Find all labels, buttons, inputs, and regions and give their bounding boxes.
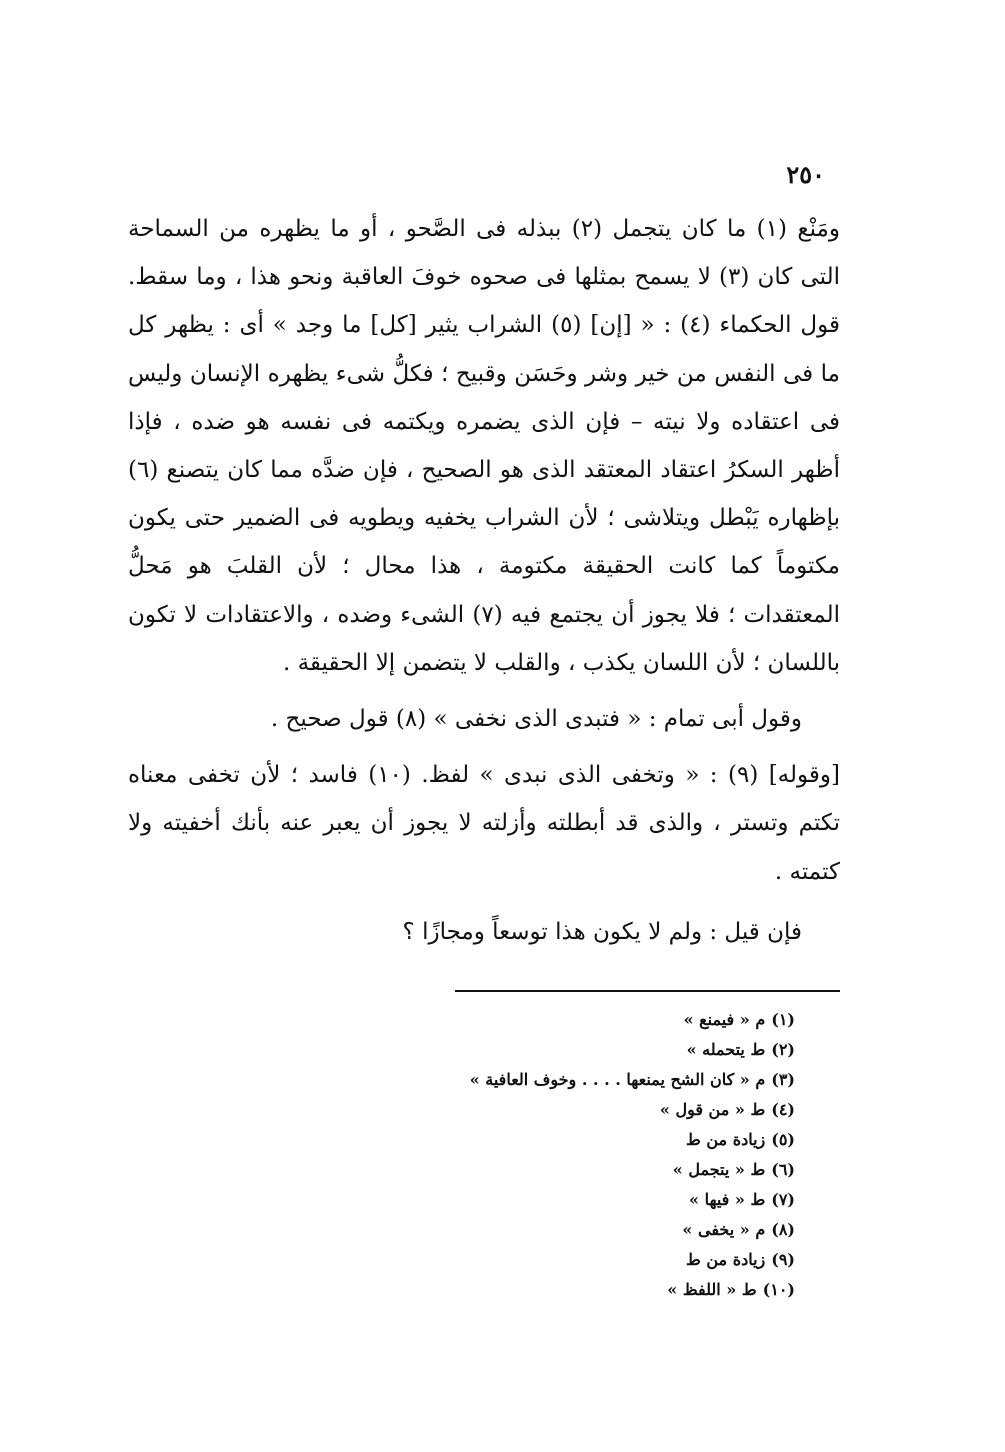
footnote-text: زيادة من ط — [686, 1130, 766, 1149]
footnote-number: (١٠) — [762, 1280, 795, 1299]
footnote-divider — [455, 990, 840, 992]
footnote-number: (٢) — [771, 1040, 795, 1059]
main-text — [128, 205, 840, 956]
footnote-number: (٨) — [771, 1220, 795, 1239]
page-number: ٢٥٠ — [786, 160, 825, 189]
footnote-number: (١) — [771, 1010, 795, 1029]
paragraph-1: ومَنْع (١) ما كان يتجمل (٢) ببذله فى الصَّحو ، أو ما يظهره من السماحة التى كان (٣) لا يسمح بمثلها فى صحوه خوفَ العاقبة ونحو هذا ، وما سقط. قول الحكماء (٤) : « [إن] (٥) الشراب يثير [كل] ما وجد » أى : يظهر كل ما فى النفس من خير وشر وحَسَن وقبيح ؛ فكلُّ شىء يظهره الإنسان وليس فى اعتقاده ولا نيته – فإن الذى يضمره ويكتمه فى نفسه هو ضده ، فإذا أظهر السكرُ اعتقاد المعتقد الذى هو الصحيح ، فإن ضدَّه مما كان يتصنع (٦) بإظهاره يَبْطل ويتلاشى ؛ لأن الشراب يخفيه ويطويه فى الضمير حتى يكون مكتوماً كما كانت الحقيقة مكتومة ، هذا محال ؛ لأن القلبَ هو مَحلُّ المعتقدات ؛ فلا يجوز أن يجتمع فيه (٧) الشىء وضده ، والاعتقادات لا تكون باللسان ؛ لأن اللسان يكذب ، والقلب لا يتضمن إلا الحقيقة . — [128, 216, 841, 676]
footnote-item — [435, 1095, 795, 1125]
footnote-item — [435, 1245, 795, 1275]
footnote-number: (٤) — [771, 1100, 795, 1119]
footnote-item — [435, 1035, 795, 1065]
footnote-number: (٣) — [771, 1070, 795, 1089]
footnote-text: زيادة من ط — [686, 1250, 766, 1269]
footnote-item — [435, 1065, 795, 1095]
paragraph-4: فإن قيل : ولم لا يكون هذا توسعاً ومجازًا ؟ — [402, 918, 802, 945]
footnote-text: م « يخفى » — [682, 1220, 766, 1239]
footnote-text: م « كان الشح يمنعها . . . . وخوف العافية » — [469, 1070, 766, 1089]
footnote-number: (٥) — [771, 1130, 795, 1149]
footnote-number: (٧) — [771, 1190, 795, 1209]
footnote-item — [435, 1125, 795, 1155]
footnote-text: ط « فيها » — [689, 1190, 766, 1209]
footnotes-list — [435, 1005, 795, 1305]
footnote-item — [435, 1215, 795, 1245]
footnote-text: ط « يتجمل » — [672, 1160, 766, 1179]
paragraph-2: وقول أبى تمام : « فتبدى الذى نخفى » (٨) قول صحيح . — [270, 706, 802, 733]
footnote-text: ط « من قول » — [659, 1100, 766, 1119]
footnote-item — [435, 1155, 795, 1185]
footnote-text: م « فيمنع » — [683, 1010, 766, 1029]
footnote-item — [435, 1185, 795, 1215]
footnote-item — [435, 1275, 795, 1305]
footnote-text: ط يتحمله » — [686, 1040, 766, 1059]
paragraph-3: [وقوله] (٩) : « وتخفى الذى نبدى » لفظ. (١٠) فاسد ؛ لأن تخفى معناه تكتم وتستر ، والذى قد أبطلته وأزلته لا يجوز أن يعبر عنه بأنك أخفيته ولا كتمته . — [128, 762, 840, 885]
footnote-text: ط « اللفظ » — [667, 1280, 757, 1299]
footnote-number: (٩) — [771, 1250, 795, 1269]
footnote-item — [435, 1005, 795, 1035]
footnote-number: (٦) — [771, 1160, 795, 1179]
